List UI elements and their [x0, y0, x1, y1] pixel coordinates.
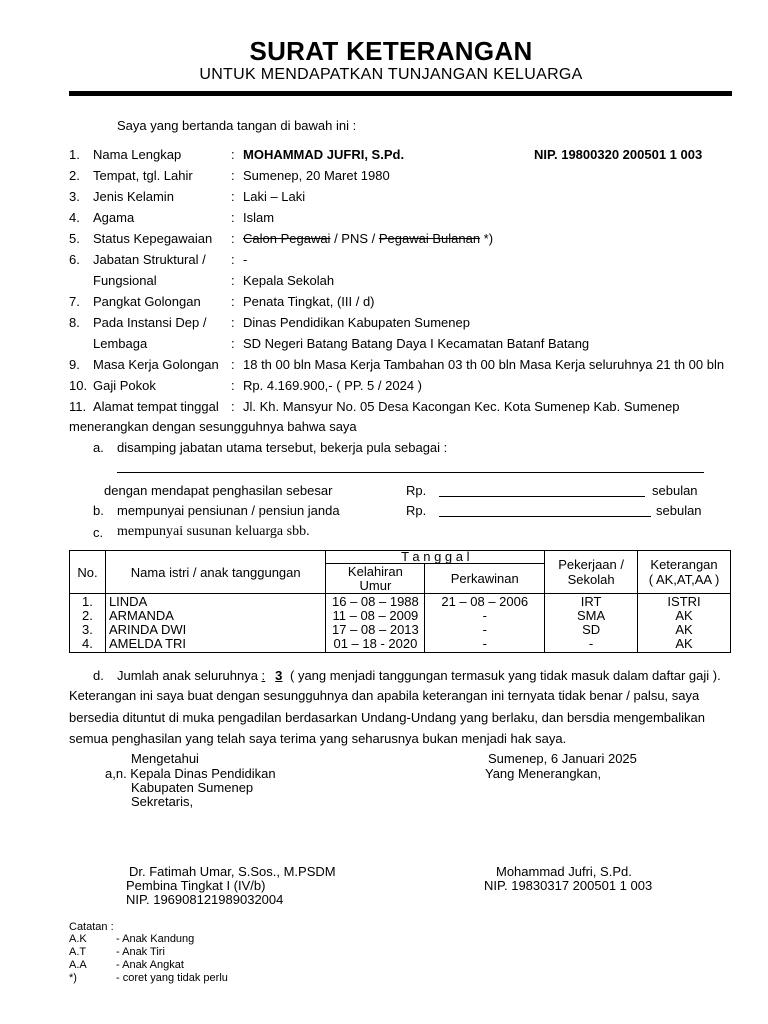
sig-left-rank: Pembina Tingkat I (IV/b)	[126, 878, 266, 893]
item-letter: a.	[93, 440, 104, 455]
field-colon: :	[231, 357, 235, 372]
column-no	[70, 594, 106, 653]
header-birth	[326, 564, 425, 594]
income-text: dengan mendapat penghasilan sebesar	[104, 483, 333, 498]
row-no: 3.	[82, 622, 93, 637]
column-birth	[326, 594, 425, 653]
field-label-name: Nama Lengkap	[93, 147, 182, 162]
field-value-birth: Sumenep, 20 Maret 1980	[243, 168, 390, 183]
note-code: A.K	[69, 933, 87, 945]
sig-left-on-behalf: a,n. Kepala Dinas Pendidikan	[105, 766, 276, 781]
header-name: Nama istri / anak tanggungan	[105, 551, 326, 594]
header-note-line2: ( AK,AT,AA )	[648, 572, 720, 587]
header-birth-line2: Umur	[359, 577, 392, 593]
note-code: *)	[69, 972, 77, 984]
item-d-text	[117, 668, 721, 683]
status-option-struck: Pegawai Bulanan	[378, 231, 481, 246]
field-number: 1.	[69, 147, 80, 162]
row-job: IRT	[580, 594, 602, 609]
status-option-selected: / PNS /	[330, 231, 379, 246]
field-label-status: Status Kepegawaian	[93, 231, 213, 246]
field-number: 5.	[69, 231, 80, 246]
item-d-colon: :	[261, 668, 266, 683]
column-name	[105, 594, 326, 653]
field-number: 6.	[69, 252, 80, 267]
header-marriage: Perkawinan	[425, 564, 545, 594]
rp-label: Rp.	[406, 503, 427, 518]
header-rule	[69, 91, 732, 96]
row-note: AK	[675, 636, 693, 651]
field-value-address: Jl. Kh. Mansyur No. 05 Desa Kacongan Kec. Kota Sumenep Kab. Sumenep	[243, 399, 680, 414]
field-number: 3.	[69, 189, 80, 204]
item-d-post: ( yang menjadi tanggungan termasuk yang tidak masuk dalam daftar gaji ).	[286, 668, 721, 683]
sig-right-name: Mohammad Jufri, S.Pd.	[496, 864, 632, 879]
header-note-line1: Keterangan	[650, 557, 718, 572]
field-value-salary: Rp. 4.169.900,- ( PP. 5 / 2024 )	[243, 378, 422, 393]
row-name: ARMANDA	[108, 608, 174, 623]
field-label-agency: Pada Instansi Dep /	[93, 315, 207, 330]
field-value-religion: Islam	[243, 210, 275, 225]
field-number: 11.	[69, 399, 87, 414]
field-value-gender: Laki – Laki	[243, 189, 306, 204]
field-number: 9.	[69, 357, 80, 372]
field-colon: :	[231, 147, 235, 162]
field-number: 10.	[69, 378, 88, 393]
field-colon: :	[231, 252, 235, 267]
field-colon: :	[231, 336, 235, 351]
notes-title: Catatan :	[69, 921, 114, 933]
row-birth: 11 – 08 – 2009	[332, 608, 419, 623]
field-label-gender: Jenis Kelamin	[93, 189, 174, 204]
intro-text: Saya yang bertanda tangan di bawah ini :	[117, 118, 357, 133]
family-table	[69, 550, 731, 653]
document-title: SURAT KETERANGAN	[249, 36, 533, 66]
header-no: No.	[70, 551, 106, 594]
sig-left-regency: Kabupaten Sumenep	[131, 780, 254, 795]
row-job: -	[588, 636, 594, 651]
row-marriage: -	[482, 636, 487, 651]
note-desc: - Anak Tiri	[116, 946, 165, 958]
field-label-birth: Tempat, tgl. Lahir	[93, 168, 193, 183]
item-letter: d.	[93, 668, 104, 683]
header-tanggal: T a n g g a l	[326, 551, 545, 564]
field-label-salary: Gaji Pokok	[93, 378, 156, 393]
item-letter: c.	[93, 525, 104, 540]
row-marriage: 21 – 08 – 2006	[441, 594, 529, 609]
item-a-text: disamping jabatan utama tersebut, bekerja pula sebagai :	[117, 440, 448, 455]
declaration-line: bersedia dituntut di muka pengadilan berdasarkan Undang-Undang yang berlaku, dan bersdia mengembalikan	[69, 710, 705, 725]
field-value-nip: NIP. 19800320 200501 1 003	[534, 147, 703, 162]
field-number: 2.	[69, 168, 80, 183]
header-job-line1: Pekerjaan /	[558, 557, 624, 572]
row-no: 2.	[82, 608, 93, 623]
row-job: SD	[582, 622, 601, 637]
note-desc: - coret yang tidak perlu	[116, 972, 228, 984]
column-job	[545, 594, 638, 653]
field-colon: :	[231, 378, 235, 393]
field-label-functional: Fungsional	[93, 273, 157, 288]
blank-line	[439, 496, 645, 497]
field-colon: :	[231, 399, 235, 414]
field-colon: :	[231, 210, 235, 225]
sig-left-name: Dr. Fatimah Umar, S.Sos., M.PSDM	[129, 864, 336, 879]
row-birth: 17 – 08 – 2013	[332, 622, 419, 637]
per-month-label: sebulan	[652, 483, 698, 498]
row-name: ARINDA DWI	[108, 622, 187, 637]
field-colon: :	[231, 294, 235, 309]
field-value-functional: Kepala Sekolah	[243, 273, 335, 288]
row-job: SMA	[577, 608, 606, 623]
field-value-rank: Penata Tingkat, (III / d)	[243, 294, 375, 309]
field-colon: :	[231, 315, 235, 330]
row-note: ISTRI	[667, 594, 701, 609]
field-number: 7.	[69, 294, 80, 309]
row-name: LINDA	[108, 594, 148, 609]
header-birth-line1: Kelahiran	[347, 563, 403, 579]
sig-right-declarant: Yang Menerangkan,	[485, 766, 602, 781]
field-label-structural: Jabatan Struktural /	[93, 252, 206, 267]
blank-line	[117, 472, 704, 473]
row-note: AK	[675, 608, 693, 623]
row-birth: 16 – 08 – 1988	[332, 594, 419, 609]
row-no: 4.	[82, 636, 93, 651]
sig-left-position: Sekretaris,	[131, 794, 194, 809]
status-option-struck: Calon Pegawai	[243, 231, 331, 246]
rp-label: Rp.	[406, 483, 427, 498]
field-value-status	[243, 231, 493, 246]
field-number: 8.	[69, 315, 80, 330]
sig-right-date: Sumenep, 6 Januari 2025	[488, 751, 637, 766]
column-note	[638, 594, 731, 653]
field-number: 4.	[69, 210, 80, 225]
blank-line	[439, 516, 651, 517]
header-note	[638, 551, 731, 594]
item-c-text: mempunyai susunan keluarga sbb.	[117, 524, 310, 539]
header-job	[545, 551, 638, 594]
declaration-line: semua penghasilan yang telah saya terima yang seharusnya bukan menjadi hak saya.	[69, 731, 567, 746]
field-colon: :	[231, 273, 235, 288]
declaration-line: Keterangan ini saya buat dengan sesungguhnya dan apabila keterangan ini ternyata tidak benar / palsu, saya	[69, 688, 700, 703]
item-b-text: mempunyai pensiunan / pensiun janda	[117, 503, 340, 518]
field-value-tenure: 18 th 00 bln Masa Kerja Tambahan 03 th 00 bln Masa Kerja seluruhnya 21 th 00 bln	[243, 357, 725, 372]
field-label-tenure: Masa Kerja Golongan	[93, 357, 219, 372]
field-colon: :	[231, 168, 235, 183]
item-d-pre: Jumlah anak seluruhnya	[117, 668, 262, 683]
field-value-structural: -	[243, 252, 248, 267]
sig-left-nip: NIP. 196908121989032004	[126, 892, 284, 907]
document-subtitle: UNTUK MENDAPATKAN TUNJANGAN KELUARGA	[199, 66, 583, 83]
field-value-agency: Dinas Pendidikan Kabupaten Sumenep	[243, 315, 470, 330]
column-marriage	[425, 594, 545, 653]
note-code: A.T	[69, 946, 87, 958]
note-code: A.A	[69, 959, 87, 971]
header-job-line2: Sekolah	[567, 572, 615, 587]
field-colon: :	[231, 189, 235, 204]
statement-text: menerangkan dengan sesungguhnya bahwa saya	[69, 419, 357, 434]
row-note: AK	[675, 622, 693, 637]
sig-right-nip: NIP. 19830317 200501 1 003	[484, 878, 653, 893]
row-marriage: -	[482, 608, 487, 623]
field-label-rank: Pangkat Golongan	[93, 294, 201, 309]
status-footnote-mark: *)	[480, 231, 494, 246]
row-marriage: -	[482, 622, 487, 637]
field-colon: :	[231, 231, 235, 246]
item-letter: b.	[93, 503, 104, 518]
per-month-label: sebulan	[656, 503, 702, 518]
field-label-address: Alamat tempat tinggal	[93, 399, 219, 414]
child-count: 3	[275, 668, 283, 683]
note-desc: - Anak Kandung	[116, 933, 195, 945]
field-label-institution: Lembaga	[93, 336, 148, 351]
field-value-name: MOHAMMAD JUFRI, S.Pd.	[243, 147, 405, 162]
note-desc: - Anak Angkat	[116, 959, 184, 971]
row-birth: 01 – 18 - 2020	[333, 636, 418, 651]
sig-left-acknowledged: Mengetahui	[131, 751, 199, 766]
row-name: AMELDA TRI	[108, 636, 187, 651]
field-value-institution: SD Negeri Batang Batang Daya I Kecamatan Batanf Batang	[243, 336, 590, 351]
field-label-religion: Agama	[93, 210, 135, 225]
row-no: 1.	[82, 594, 93, 609]
